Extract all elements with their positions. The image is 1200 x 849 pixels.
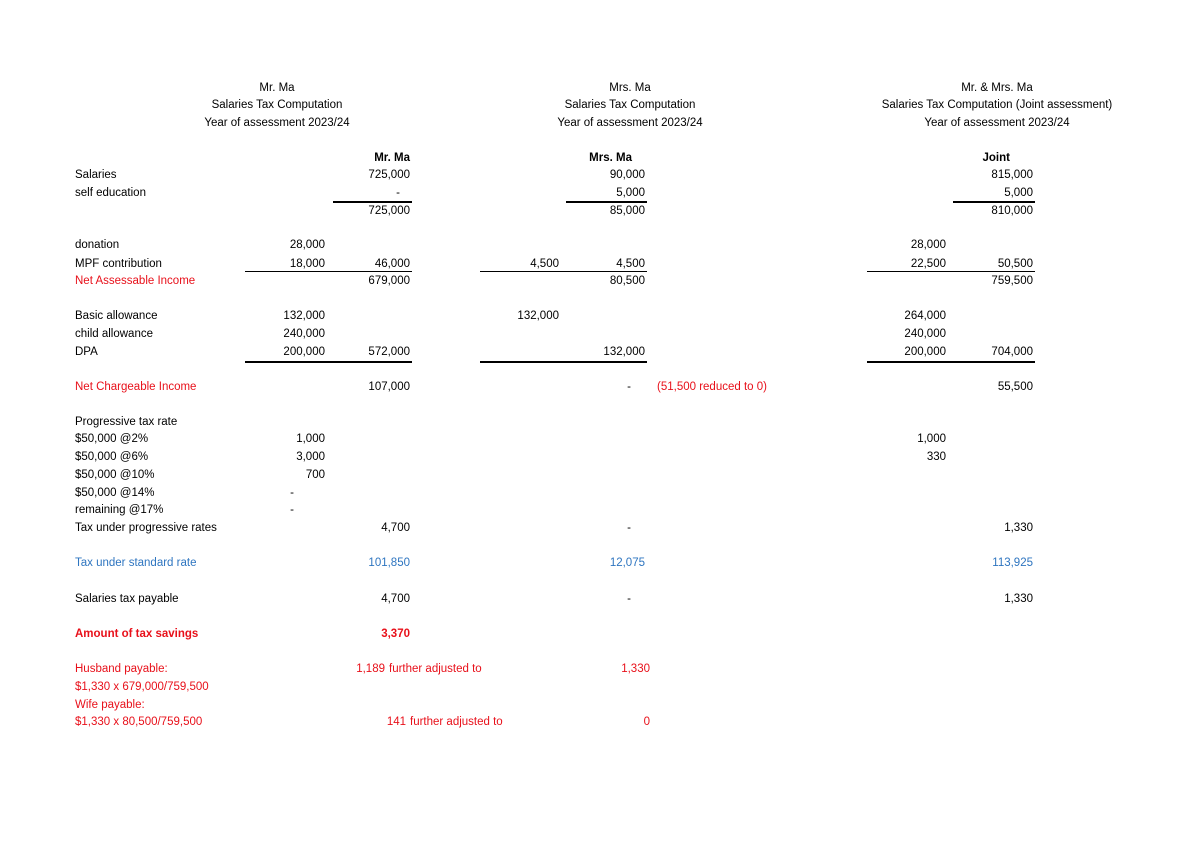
label-donation: donation — [75, 239, 120, 251]
mrs-title-name: Mrs. Ma — [609, 82, 651, 94]
joint-allowances-rule — [867, 361, 1035, 363]
mr-deductions: 46,000 — [374, 258, 410, 270]
mr-band-4: - — [290, 487, 294, 499]
mrs-basic-allowance: 132,000 — [517, 310, 559, 322]
mr-tax-progressive: 4,700 — [381, 522, 410, 534]
joint-dpa: 200,000 — [904, 346, 946, 358]
mrs-tax-progressive: - — [627, 522, 631, 534]
mr-salaries: 725,000 — [368, 169, 410, 181]
joint-subtotal: 810,000 — [991, 205, 1033, 217]
husband-payable-value: 1,189 — [356, 663, 385, 675]
mr-nai: 679,000 — [368, 275, 410, 287]
wife-payable-value: 141 — [386, 716, 406, 728]
mr-tax-payable: 4,700 — [381, 593, 410, 605]
joint-tax-progressive: 1,330 — [1004, 522, 1033, 534]
mr-mpf: 18,000 — [289, 258, 325, 270]
mr-title-year: Year of assessment 2023/24 — [204, 117, 350, 129]
label-basic-allowance: Basic allowance — [75, 310, 158, 322]
mrs-allowances-total: 132,000 — [603, 346, 645, 358]
label-band-5: remaining @17% — [75, 504, 164, 516]
joint-deductions: 50,500 — [997, 258, 1033, 270]
label-band-4: $50,000 @14% — [75, 487, 155, 499]
label-husband-payable: Husband payable: — [75, 663, 168, 675]
joint-basic-allowance: 264,000 — [904, 310, 946, 322]
mrs-nci: - — [627, 381, 631, 393]
mr-child-allowance: 240,000 — [283, 328, 325, 340]
mr-tax-standard: 101,850 — [368, 557, 410, 569]
label-tax-savings: Amount of tax savings — [75, 628, 199, 640]
wife-adjust-note: further adjusted to — [410, 716, 503, 728]
joint-title-desc: Salaries Tax Computation (Joint assessment) — [881, 99, 1113, 111]
mrs-nci-note: (51,500 reduced to 0) — [657, 381, 767, 393]
mr-title-desc: Salaries Tax Computation — [211, 99, 343, 111]
joint-self-education: 5,000 — [1004, 187, 1033, 199]
mr-allowances-total: 572,000 — [368, 346, 410, 358]
mrs-deductions: 4,500 — [616, 258, 645, 270]
label-band-3: $50,000 @10% — [75, 469, 155, 481]
mr-band-1: 1,000 — [296, 433, 325, 445]
joint-donation: 28,000 — [910, 239, 946, 251]
joint-subtotal-rule — [953, 201, 1035, 203]
joint-nci: 55,500 — [997, 381, 1033, 393]
joint-salaries: 815,000 — [991, 169, 1033, 181]
label-wife-payable: Wife payable: — [75, 699, 145, 711]
mrs-title-year: Year of assessment 2023/24 — [557, 117, 703, 129]
mrs-tax-standard: 12,075 — [609, 557, 645, 569]
label-tax-standard: Tax under standard rate — [75, 557, 197, 569]
mr-nci: 107,000 — [368, 381, 410, 393]
mr-self-education: - — [396, 187, 400, 199]
mrs-title-desc: Salaries Tax Computation — [564, 99, 696, 111]
mr-donation: 28,000 — [289, 239, 325, 251]
joint-tax-standard: 113,925 — [992, 557, 1033, 569]
label-dpa: DPA — [75, 346, 98, 358]
mr-subtotal: 725,000 — [368, 205, 410, 217]
husband-adjusted-value: 1,330 — [621, 663, 650, 675]
joint-band-1: 1,000 — [917, 433, 946, 445]
label-net-assessable-income: Net Assessable Income — [75, 275, 196, 287]
label-net-chargeable-income: Net Chargeable Income — [75, 381, 197, 393]
joint-nai: 759,500 — [991, 275, 1033, 287]
mr-basic-allowance: 132,000 — [283, 310, 325, 322]
col-header-joint: Joint — [982, 152, 1010, 164]
mr-band-2: 3,000 — [296, 451, 325, 463]
joint-nai-rule — [867, 271, 1035, 272]
joint-allowances-total: 704,000 — [991, 346, 1033, 358]
mr-subtotal-rule — [333, 201, 412, 203]
label-band-1: $50,000 @2% — [75, 433, 149, 445]
mrs-subtotal-rule — [566, 201, 647, 203]
mrs-nai: 80,500 — [609, 275, 645, 287]
mrs-mpf: 4,500 — [530, 258, 559, 270]
mr-band-3: 700 — [305, 469, 325, 481]
joint-band-2: 330 — [926, 451, 946, 463]
mr-title-name: Mr. Ma — [259, 82, 295, 94]
mr-allowances-rule — [245, 361, 412, 363]
mr-nai-rule — [245, 271, 412, 272]
label-salaries-tax-payable: Salaries tax payable — [75, 593, 179, 605]
husband-adjust-note: further adjusted to — [389, 663, 482, 675]
col-header-mr: Mr. Ma — [374, 152, 410, 164]
mrs-self-education: 5,000 — [616, 187, 645, 199]
wife-formula: $1,330 x 80,500/759,500 — [75, 716, 203, 728]
joint-tax-payable: 1,330 — [1004, 593, 1033, 605]
label-mpf: MPF contribution — [75, 258, 162, 270]
label-child-allowance: child allowance — [75, 328, 153, 340]
mr-band-5: - — [290, 504, 294, 516]
label-self-education: self education — [75, 187, 146, 199]
joint-mpf: 22,500 — [910, 258, 946, 270]
mrs-allowances-rule — [480, 361, 647, 363]
husband-formula: $1,330 x 679,000/759,500 — [75, 681, 209, 693]
joint-title-name: Mr. & Mrs. Ma — [961, 82, 1033, 94]
col-header-mrs: Mrs. Ma — [589, 152, 632, 164]
mr-dpa: 200,000 — [283, 346, 325, 358]
joint-child-allowance: 240,000 — [904, 328, 946, 340]
joint-title-year: Year of assessment 2023/24 — [924, 117, 1070, 129]
mrs-tax-payable: - — [627, 593, 631, 605]
mr-tax-savings: 3,370 — [381, 628, 410, 640]
mrs-salaries: 90,000 — [609, 169, 645, 181]
mrs-nai-rule — [480, 271, 647, 272]
label-tax-progressive: Tax under progressive rates — [75, 522, 217, 534]
label-salaries: Salaries — [75, 169, 117, 181]
label-band-2: $50,000 @6% — [75, 451, 149, 463]
label-progressive-tax-rate: Progressive tax rate — [75, 416, 178, 428]
wife-adjusted-value: 0 — [643, 716, 650, 728]
mrs-subtotal: 85,000 — [609, 205, 645, 217]
